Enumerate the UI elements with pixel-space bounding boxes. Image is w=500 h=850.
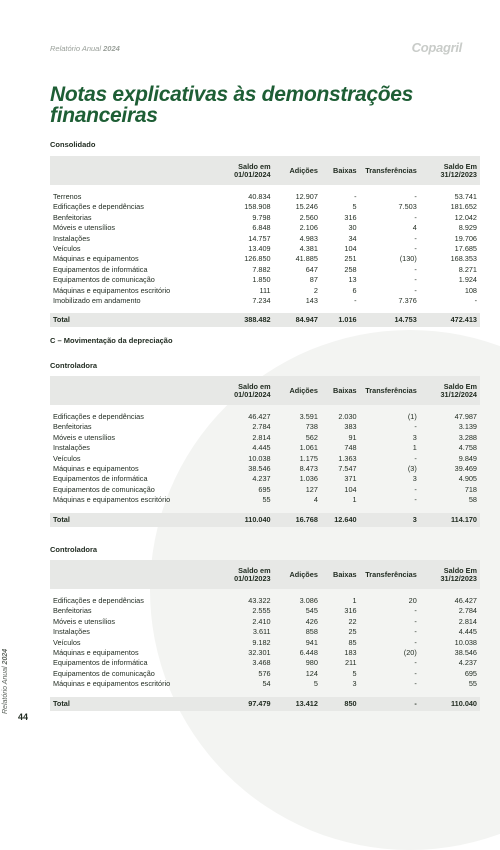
table-cell: 4 xyxy=(412,223,417,233)
table-cell: 3.086 xyxy=(299,596,318,605)
table-cell: 15.246 xyxy=(295,202,318,212)
row-label: Máquinas e equipamentos xyxy=(53,464,139,474)
table-cell: (20) xyxy=(403,648,417,658)
row-label: Terrenos xyxy=(53,192,82,201)
table-row xyxy=(50,627,480,637)
section-label-controladora-2024: Controladora xyxy=(50,361,98,370)
row-label: Veículos xyxy=(53,453,81,463)
table-cell: - xyxy=(414,616,417,626)
table-cell: - xyxy=(414,484,417,494)
table-cell: 2.784 xyxy=(458,606,477,616)
table-cell: 22 xyxy=(348,616,357,626)
total-cell: 850 xyxy=(321,697,360,711)
table-cell: 748 xyxy=(344,443,357,453)
table-cell: 695 xyxy=(464,668,477,678)
table-cell: 46.427 xyxy=(248,412,271,421)
row-label: Móveis e utensílios xyxy=(53,432,116,442)
row-label: Benfeitorias xyxy=(53,212,92,222)
section-label-depreciacao: C – Movimentação da depreciação xyxy=(50,336,173,345)
table-cell: 4 xyxy=(313,495,318,505)
table-cell: 7.503 xyxy=(398,202,417,212)
table-cell: 1.850 xyxy=(252,275,271,285)
table-cell: 371 xyxy=(344,474,357,484)
total-cell: 1.016 xyxy=(321,313,360,327)
table-cell: 980 xyxy=(305,658,318,668)
table-cell: (1) xyxy=(407,412,417,421)
company-logo: Copagril xyxy=(411,40,462,55)
table-cell: - xyxy=(414,627,417,637)
total-cell: 16.768 xyxy=(274,513,321,527)
table-cell: 6 xyxy=(352,285,357,295)
table-cell: 111 xyxy=(259,285,271,295)
table-cell: 46.427 xyxy=(454,596,477,605)
table-row xyxy=(50,679,480,689)
table-cell: 4.445 xyxy=(458,627,477,637)
row-label: Benfeitorias xyxy=(53,606,92,616)
table-row xyxy=(50,234,480,244)
section-label-controladora-2023: Controladora xyxy=(50,545,98,554)
table-cell: 2.106 xyxy=(299,223,318,233)
row-label: Móveis e utensílios xyxy=(53,223,116,233)
table-cell: 1 xyxy=(352,596,357,605)
table-cell: 6.848 xyxy=(252,223,271,233)
table-cell: 1.924 xyxy=(458,275,477,285)
column-header: Saldo em 01/01/2024 xyxy=(213,156,273,185)
table-cell: - xyxy=(414,422,417,432)
table-cell: 1.061 xyxy=(299,443,318,453)
table-cell: - xyxy=(414,637,417,647)
table-cell: 8.271 xyxy=(458,264,477,274)
table-cell: 43.322 xyxy=(248,596,271,605)
total-row xyxy=(50,513,480,527)
table-header-row xyxy=(50,560,480,589)
column-header: Saldo em 01/01/2024 xyxy=(213,376,273,405)
table-cell: 3 xyxy=(412,432,417,442)
table-cell: 87 xyxy=(309,275,318,285)
table-cell: - xyxy=(414,192,417,201)
table-cell: - xyxy=(414,495,417,505)
table-cell: 545 xyxy=(305,606,318,616)
table-cell: 9.798 xyxy=(252,212,271,222)
row-label: Máquinas e equipamentos escritório xyxy=(53,679,171,689)
table-cell: 4.905 xyxy=(458,474,477,484)
table-cell: 258 xyxy=(344,264,357,274)
row-label: Instalações xyxy=(53,233,90,243)
table-cell: 104 xyxy=(344,244,357,254)
column-header xyxy=(50,376,213,405)
table-row xyxy=(50,495,480,505)
row-label: Benfeitorias xyxy=(53,422,92,432)
page-title: Notas explicativas às demonstrações financeiras xyxy=(50,83,414,127)
table-cell: 10.038 xyxy=(248,453,271,463)
table-cell: - xyxy=(414,679,417,689)
table-cell: 695 xyxy=(258,484,271,494)
table-cell: 181.652 xyxy=(450,202,477,212)
table-cell: 316 xyxy=(344,606,357,616)
table-cell: 5 xyxy=(352,668,357,678)
table-cell: 32.301 xyxy=(248,648,271,658)
table-row xyxy=(50,606,480,616)
column-header xyxy=(50,560,213,589)
header-year: 2024 xyxy=(103,44,120,53)
table-cell: - xyxy=(414,668,417,678)
table-cell: 4.983 xyxy=(299,233,318,243)
table-row xyxy=(50,244,480,254)
table-controladora-2023 xyxy=(50,560,480,711)
total-cell: 12.640 xyxy=(321,513,360,527)
table-cell: 7.882 xyxy=(252,264,271,274)
table-cell: 383 xyxy=(344,422,357,432)
table-cell: 576 xyxy=(258,668,271,678)
table-cell: 12.907 xyxy=(295,192,318,201)
table-cell: 85 xyxy=(348,637,357,647)
table-row xyxy=(50,213,480,223)
column-header: Baixas xyxy=(321,156,360,185)
total-label: Total xyxy=(50,697,213,711)
table-cell: 316 xyxy=(344,212,357,222)
total-cell: 3 xyxy=(360,513,420,527)
table-header-row xyxy=(50,156,480,185)
total-cell: 114.170 xyxy=(420,513,480,527)
table-cell: 30 xyxy=(348,223,357,233)
row-label: Edificações e dependências xyxy=(53,202,144,212)
table-cell: 718 xyxy=(464,484,477,494)
column-header: Baixas xyxy=(321,560,360,589)
table-row xyxy=(50,596,480,606)
table-cell: 4.237 xyxy=(458,658,477,668)
total-cell: - xyxy=(360,697,420,711)
table-row xyxy=(50,485,480,495)
row-label: Instalações xyxy=(53,627,90,637)
table-cell: 9.849 xyxy=(458,453,477,463)
total-cell: 472.413 xyxy=(420,313,480,327)
row-label: Equipamentos de comunicação xyxy=(53,484,155,494)
table-cell: 7.376 xyxy=(398,296,417,306)
running-header xyxy=(50,44,120,53)
table-cell: 2.030 xyxy=(338,412,357,421)
row-label: Veículos xyxy=(53,637,81,647)
table-cell: 3 xyxy=(412,474,417,484)
total-cell: 84.947 xyxy=(274,313,321,327)
table-cell: 426 xyxy=(305,616,318,626)
column-header: Saldo em 01/01/2023 xyxy=(213,560,273,589)
column-header: Transferências xyxy=(360,156,420,185)
row-label: Veículos xyxy=(53,244,81,254)
total-label: Total xyxy=(50,313,213,327)
table-cell: - xyxy=(414,285,417,295)
table-cell: 2.560 xyxy=(299,212,318,222)
table-cell: 1.363 xyxy=(338,453,357,463)
row-label: Imobilizado em andamento xyxy=(53,296,141,306)
table-cell: 3.288 xyxy=(458,432,477,442)
table-row xyxy=(50,474,480,484)
table-cell: 4.445 xyxy=(252,443,271,453)
table-cell: - xyxy=(414,658,417,668)
table-cell: 39.469 xyxy=(454,464,477,474)
table-cell: 34 xyxy=(348,233,357,243)
table-cell: - xyxy=(414,233,417,243)
total-cell: 110.040 xyxy=(213,513,273,527)
table-consolidado xyxy=(50,156,480,327)
total-cell: 110.040 xyxy=(420,697,480,711)
table-cell: 1 xyxy=(352,495,357,505)
table-row xyxy=(50,443,480,453)
table-cell: 158.908 xyxy=(244,202,271,212)
table-cell: 4.758 xyxy=(458,443,477,453)
table-row xyxy=(50,422,480,432)
table-cell: 19.706 xyxy=(454,233,477,243)
total-row xyxy=(50,313,480,327)
table-row xyxy=(50,669,480,679)
table-cell: 1.036 xyxy=(299,474,318,484)
table-cell: 40.834 xyxy=(248,192,271,201)
table-cell: 55 xyxy=(262,495,271,505)
section-label-consolidado: Consolidado xyxy=(50,140,96,149)
table-cell: 2.814 xyxy=(252,432,271,442)
side-year: 2024 xyxy=(2,648,9,665)
row-label: Máquinas e equipamentos escritório xyxy=(53,495,171,505)
table-row xyxy=(50,617,480,627)
table-cell: - xyxy=(414,453,417,463)
table-controladora-2024 xyxy=(50,376,480,527)
column-header: Transferências xyxy=(360,376,420,405)
column-header: Adições xyxy=(274,560,321,589)
table-cell: 104 xyxy=(344,484,357,494)
table-row xyxy=(50,412,480,422)
table-cell: 8.929 xyxy=(458,223,477,233)
table-cell: 1 xyxy=(412,443,417,453)
table-cell: 126.850 xyxy=(244,254,271,264)
table-row xyxy=(50,464,480,474)
table-cell: 58 xyxy=(468,495,477,505)
column-header: Saldo Em 31/12/2023 xyxy=(420,156,480,185)
table-row xyxy=(50,648,480,658)
table-row xyxy=(50,275,480,285)
table-cell: 4.381 xyxy=(299,244,318,254)
table-cell: 10.038 xyxy=(454,637,477,647)
row-label: Edificações e dependências xyxy=(53,596,144,605)
table-cell: 55 xyxy=(468,679,477,689)
table-cell: - xyxy=(354,296,357,306)
table-cell: 38.546 xyxy=(248,464,271,474)
column-header: Transferências xyxy=(360,560,420,589)
table-cell: 738 xyxy=(305,422,318,432)
table-row xyxy=(50,296,480,306)
table-row xyxy=(50,286,480,296)
table-cell: 2 xyxy=(313,285,318,295)
table-cell: 941 xyxy=(305,637,318,647)
table-cell: 91 xyxy=(348,432,357,442)
row-label: Instalações xyxy=(53,443,90,453)
table-cell: 108 xyxy=(464,285,477,295)
table-cell: 2.555 xyxy=(252,606,271,616)
header-report: Relatório Anual xyxy=(50,44,102,53)
table-cell: 4.237 xyxy=(252,474,271,484)
total-label: Total xyxy=(50,513,213,527)
table-cell: 14.757 xyxy=(248,233,271,243)
table-cell: - xyxy=(414,606,417,616)
table-cell: 7.547 xyxy=(338,464,357,474)
table-cell: 2.410 xyxy=(252,616,271,626)
table-cell: 25 xyxy=(348,627,357,637)
table-cell: 124 xyxy=(305,668,318,678)
table-cell: 3.139 xyxy=(458,422,477,432)
table-cell: 127 xyxy=(305,484,318,494)
table-row xyxy=(50,265,480,275)
table-cell: 251 xyxy=(344,254,357,264)
table-row xyxy=(50,254,480,264)
table-cell: 12.042 xyxy=(454,212,477,222)
table-cell: 211 xyxy=(344,658,357,668)
table-cell: 5 xyxy=(352,202,357,212)
table-cell: 183 xyxy=(344,648,357,658)
row-label: Equipamentos de informática xyxy=(53,264,148,274)
table-cell: 143 xyxy=(305,296,318,306)
table-cell: 53.741 xyxy=(454,192,477,201)
table-row xyxy=(50,202,480,212)
table-header-row xyxy=(50,376,480,405)
table-cell: 3 xyxy=(352,679,357,689)
table-cell: 6.448 xyxy=(299,648,318,658)
row-label: Móveis e utensílios xyxy=(53,616,116,626)
side-report: Relatório Anual xyxy=(2,666,9,714)
table-cell: 3.468 xyxy=(252,658,271,668)
table-cell: 562 xyxy=(305,432,318,442)
row-label: Equipamentos de comunicação xyxy=(53,668,155,678)
table-cell: 168.353 xyxy=(450,254,477,264)
table-cell: 13 xyxy=(348,275,357,285)
total-cell: 14.753 xyxy=(360,313,420,327)
column-header xyxy=(50,156,213,185)
row-label: Equipamentos de comunicação xyxy=(53,275,155,285)
table-cell: 3.611 xyxy=(252,627,271,637)
table-cell: 17.685 xyxy=(454,244,477,254)
table-cell: - xyxy=(414,264,417,274)
table-cell: (3) xyxy=(407,464,417,474)
table-cell: 2.784 xyxy=(252,422,271,432)
table-cell: 47.987 xyxy=(454,412,477,421)
table-row xyxy=(50,658,480,668)
table-cell: (130) xyxy=(399,254,417,264)
table-cell: 8.473 xyxy=(299,464,318,474)
column-header: Adições xyxy=(274,376,321,405)
table-row xyxy=(50,638,480,648)
table-cell: 1.175 xyxy=(299,453,318,463)
table-cell: 647 xyxy=(305,264,318,274)
table-cell: 858 xyxy=(305,627,318,637)
total-cell: 97.479 xyxy=(213,697,273,711)
column-header: Saldo Em 31/12/2023 xyxy=(420,560,480,589)
column-header: Saldo Em 31/12/2024 xyxy=(420,376,480,405)
table-cell: 54 xyxy=(262,679,271,689)
total-cell: 13.412 xyxy=(274,697,321,711)
table-cell: 13.409 xyxy=(248,244,271,254)
table-cell: - xyxy=(354,192,357,201)
table-cell: 3.591 xyxy=(299,412,318,421)
total-cell: 388.482 xyxy=(213,313,273,327)
table-cell: 41.885 xyxy=(295,254,318,264)
table-cell: 38.546 xyxy=(454,648,477,658)
page-number: 44 xyxy=(18,712,29,722)
column-header: Adições xyxy=(274,156,321,185)
table-cell: 20 xyxy=(408,596,417,605)
table-cell: - xyxy=(414,212,417,222)
row-label: Edificações e dependências xyxy=(53,412,144,421)
table-cell: 2.814 xyxy=(458,616,477,626)
row-label: Máquinas e equipamentos xyxy=(53,648,139,658)
table-row xyxy=(50,223,480,233)
column-header: Baixas xyxy=(321,376,360,405)
row-label: Máquinas e equipamentos escritório xyxy=(53,285,171,295)
table-cell: 7.234 xyxy=(252,296,271,306)
side-running-title xyxy=(2,649,9,714)
table-cell: - xyxy=(414,275,417,285)
row-label: Equipamentos de informática xyxy=(53,658,148,668)
table-row xyxy=(50,454,480,464)
table-cell: 5 xyxy=(313,679,318,689)
table-cell: - xyxy=(474,296,477,306)
table-cell: 9.182 xyxy=(252,637,271,647)
row-label: Máquinas e equipamentos xyxy=(53,254,139,264)
table-row xyxy=(50,433,480,443)
table-row xyxy=(50,192,480,202)
total-row xyxy=(50,697,480,711)
table-cell: - xyxy=(414,244,417,254)
row-label: Equipamentos de informática xyxy=(53,474,148,484)
